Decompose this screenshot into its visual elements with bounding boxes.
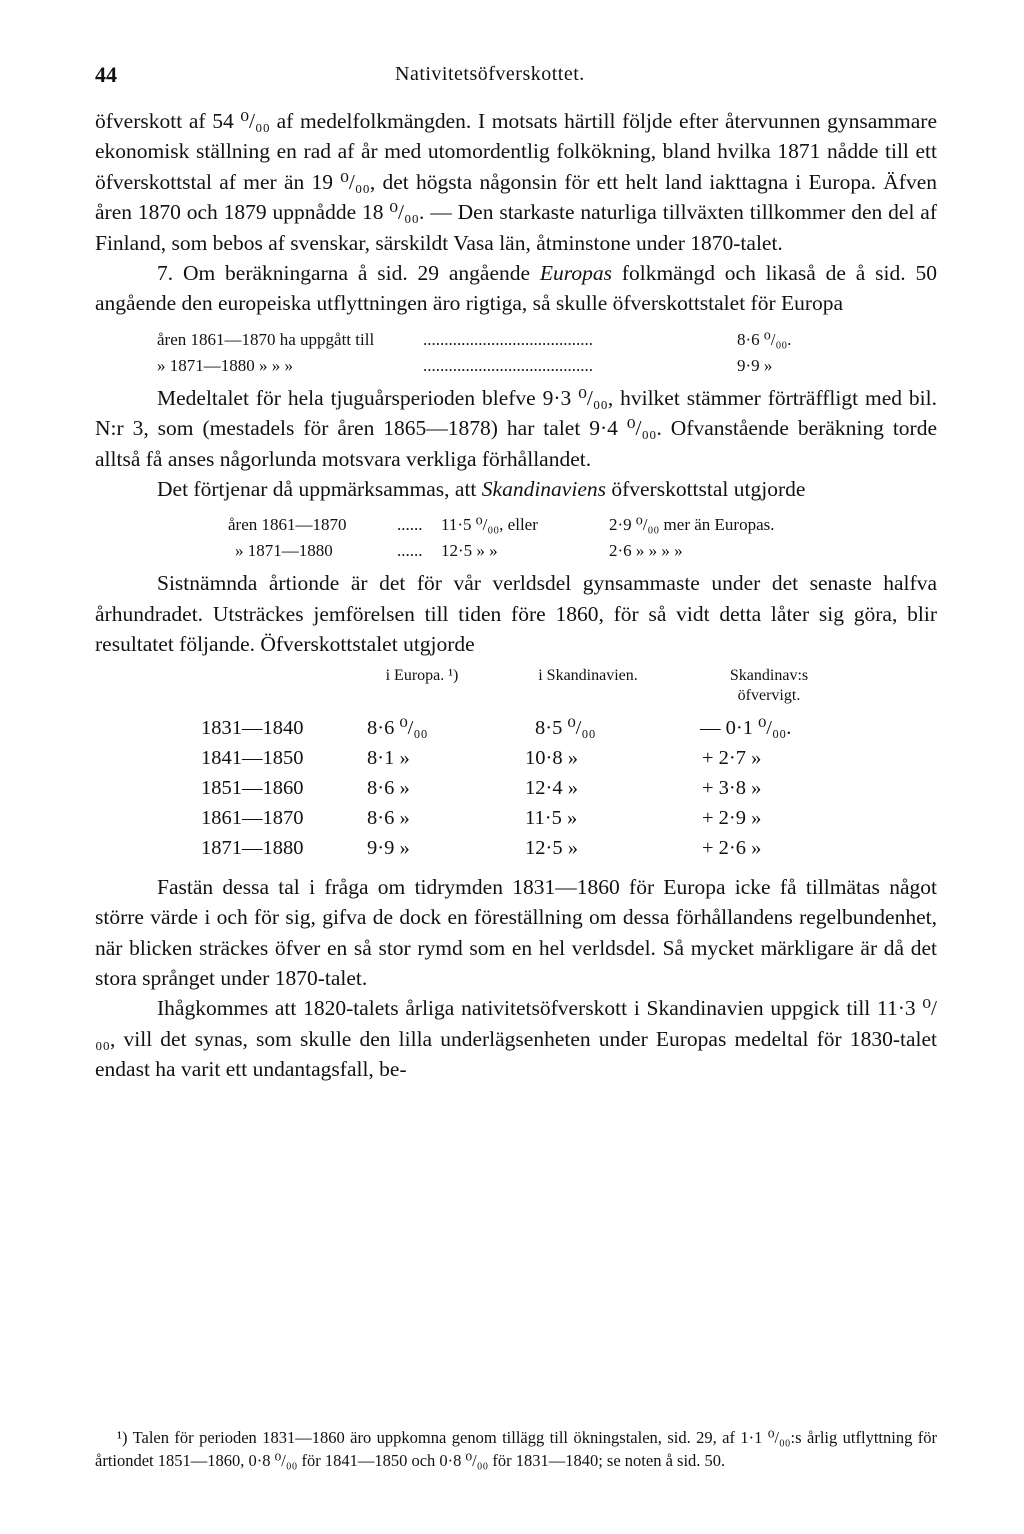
table-row: [95, 834, 937, 864]
ofvervigt-cell: + 3·8 »: [702, 776, 762, 799]
dot-leader: ........................................: [423, 329, 593, 349]
row-value: 2·9 ⁰/₀₀ mer än Europas.: [609, 515, 775, 535]
period-cell: 1841—1850: [201, 746, 304, 769]
emphasis: Europas: [539, 261, 612, 286]
row-value: 9·9 »: [737, 355, 773, 375]
table-row: [95, 804, 937, 834]
paragraph: 7. Om beräkningarna å sid. 29 angående Europas folkmängd och likaså de å sid. 50 angående den europeiska utflyttningen äro rigtiga, så skulle öfverskottstalet för Europa: [95, 261, 937, 316]
footnote: [95, 1426, 937, 1472]
page-number: 44: [95, 62, 117, 87]
ofvervigt-cell: + 2·6 »: [702, 836, 762, 859]
period-cell: 1851—1860: [201, 776, 304, 799]
skandinavien-cell: 8·5 ⁰/₀₀: [535, 716, 596, 739]
column-header-europa: i Europa. ¹): [385, 666, 459, 684]
dot-leader: ........................................: [423, 355, 593, 375]
column-header-skandinavien: i Skandinavien.: [538, 666, 638, 684]
skandinavien-cell: 11·5 »: [525, 806, 578, 829]
table-row: [95, 512, 937, 538]
ofvervigt-cell: + 2·7 »: [702, 746, 762, 769]
row-label: åren 1861—1870 ha uppgått till: [157, 329, 375, 349]
emphasis: Skandinaviens: [481, 477, 606, 502]
comparison-table: [95, 666, 937, 864]
europa-cell: 8·6 »: [367, 806, 410, 829]
europa-cell: 9·9 »: [367, 836, 410, 859]
row-label: » 1871—1880 » » »: [157, 355, 293, 375]
ofvervigt-cell: — 0·1 ⁰/₀₀.: [700, 716, 792, 739]
row-label: » 1871—1880: [235, 541, 333, 561]
table-row: [95, 714, 937, 744]
row-label: åren 1861—1870: [228, 515, 347, 535]
footnote-text: ¹) Talen för perioden 1831—1860 äro uppkomna genom tillägg till ökningstalen, sid. 29, af 1·1 ⁰/₀₀:s årlig utflyttning för årtiondet 1851—1860, 0·8 ⁰/₀₀ för 1841—1850 och 0·8 ⁰/₀₀ för 1831—1840; se noten å sid. 50.: [95, 1428, 937, 1470]
column-header-ofvervigt: Skandinav:s öfvervigt.: [729, 666, 809, 704]
table-row: [95, 538, 937, 564]
paragraph: Medeltalet för hela tjuguårsperioden blefve 9·3 ⁰/₀₀, hvilket stämmer förträffligt med bil. N:r 3, som (mestadels för åren 1865—1878) har talet 9·4 ⁰/₀₀. Ofvanstående beräkning torde alltså få anses någorlunda motsvara verkliga förhållandet.: [95, 385, 937, 471]
europa-cell: 8·1 »: [367, 746, 410, 769]
paragraph: Fastän dessa tal i fråga om tidrymden 1831—1860 för Europa icke få tillmätas något större värde i och för sig, gifva de dock en föreställning om dessa förhållandens regelbundenhet, när blicken sträckes öfver en så stor rymd som en hel verldsdel. Så mycket märkligare är då det stora språnget under 1870-talet.: [95, 874, 937, 990]
skandinavien-cell: 10·8 »: [525, 746, 578, 769]
table-row: [95, 353, 937, 379]
period-cell: 1861—1870: [201, 806, 304, 829]
period-cell: 1831—1840: [201, 716, 304, 739]
running-title: Nativitetsöfverskottet.: [395, 63, 585, 85]
table-row: [95, 744, 937, 774]
scandinavia-table: [95, 512, 937, 564]
europe-table: [95, 327, 937, 379]
paragraph: öfverskott af 54 ⁰/₀₀ af medelfolkmängden. I motsats härtill följde efter återvunnen gynsammare ekonomisk ställning en rad af år med utomordentlig folkökning, bland hvilka 1871 nådde till ett öfverskottstal af mer än 19 ⁰/₀₀, det högsta någonsin för ett helt land iakttagna i Europa. Äfven åren 1870 och 1879 uppnådde 18 ⁰/₀₀. — Den starkaste naturliga tillväxten tillkommer den del af Finland, som bebos af svenskar, särskildt Vasa län, åtminstone under 1870-talet.: [95, 109, 937, 255]
table-row: [95, 774, 937, 804]
row-value: 12·5 » »: [441, 541, 498, 561]
skandinavien-cell: 12·4 »: [525, 776, 578, 799]
dot-leader: ......: [397, 541, 423, 561]
paragraph: Sistnämnda årtionde är det för vår verldsdel gynsammaste under det senaste halfva århundradet. Utsträckes jemförelsen till tiden före 1860, för så vidt detta låter sig göra, blir resultatet följande. Öfverskottstalet utgjorde: [95, 571, 937, 657]
period-cell: 1871—1880: [201, 836, 304, 859]
main-text: [95, 106, 937, 1085]
row-value: 2·6 » » » »: [609, 541, 683, 561]
table-header: [95, 666, 937, 714]
page-header: [95, 62, 937, 92]
ofvervigt-cell: + 2·9 »: [702, 806, 762, 829]
europa-cell: 8·6 ⁰/₀₀: [367, 716, 428, 739]
row-value: 8·6 ⁰/₀₀.: [737, 329, 792, 349]
europa-cell: 8·6 »: [367, 776, 410, 799]
table-row: [95, 327, 937, 353]
row-value: 11·5 ⁰/₀₀, eller: [441, 515, 538, 535]
dot-leader: ......: [397, 515, 423, 535]
paragraph: Ihågkommes att 1820-talets årliga nativitetsöfverskott i Skandinavien uppgick till 11·3 ⁰/₀₀, vill det synas, som skulle den lilla underlägsenheten under Europas medeltal för 1830-talet endast ha varit ett undantagsfall, be-: [95, 996, 937, 1082]
paragraph: Det förtjenar då uppmärksammas, att Skandinaviens öfverskottstal utgjorde: [157, 477, 806, 502]
skandinavien-cell: 12·5 »: [525, 836, 578, 859]
